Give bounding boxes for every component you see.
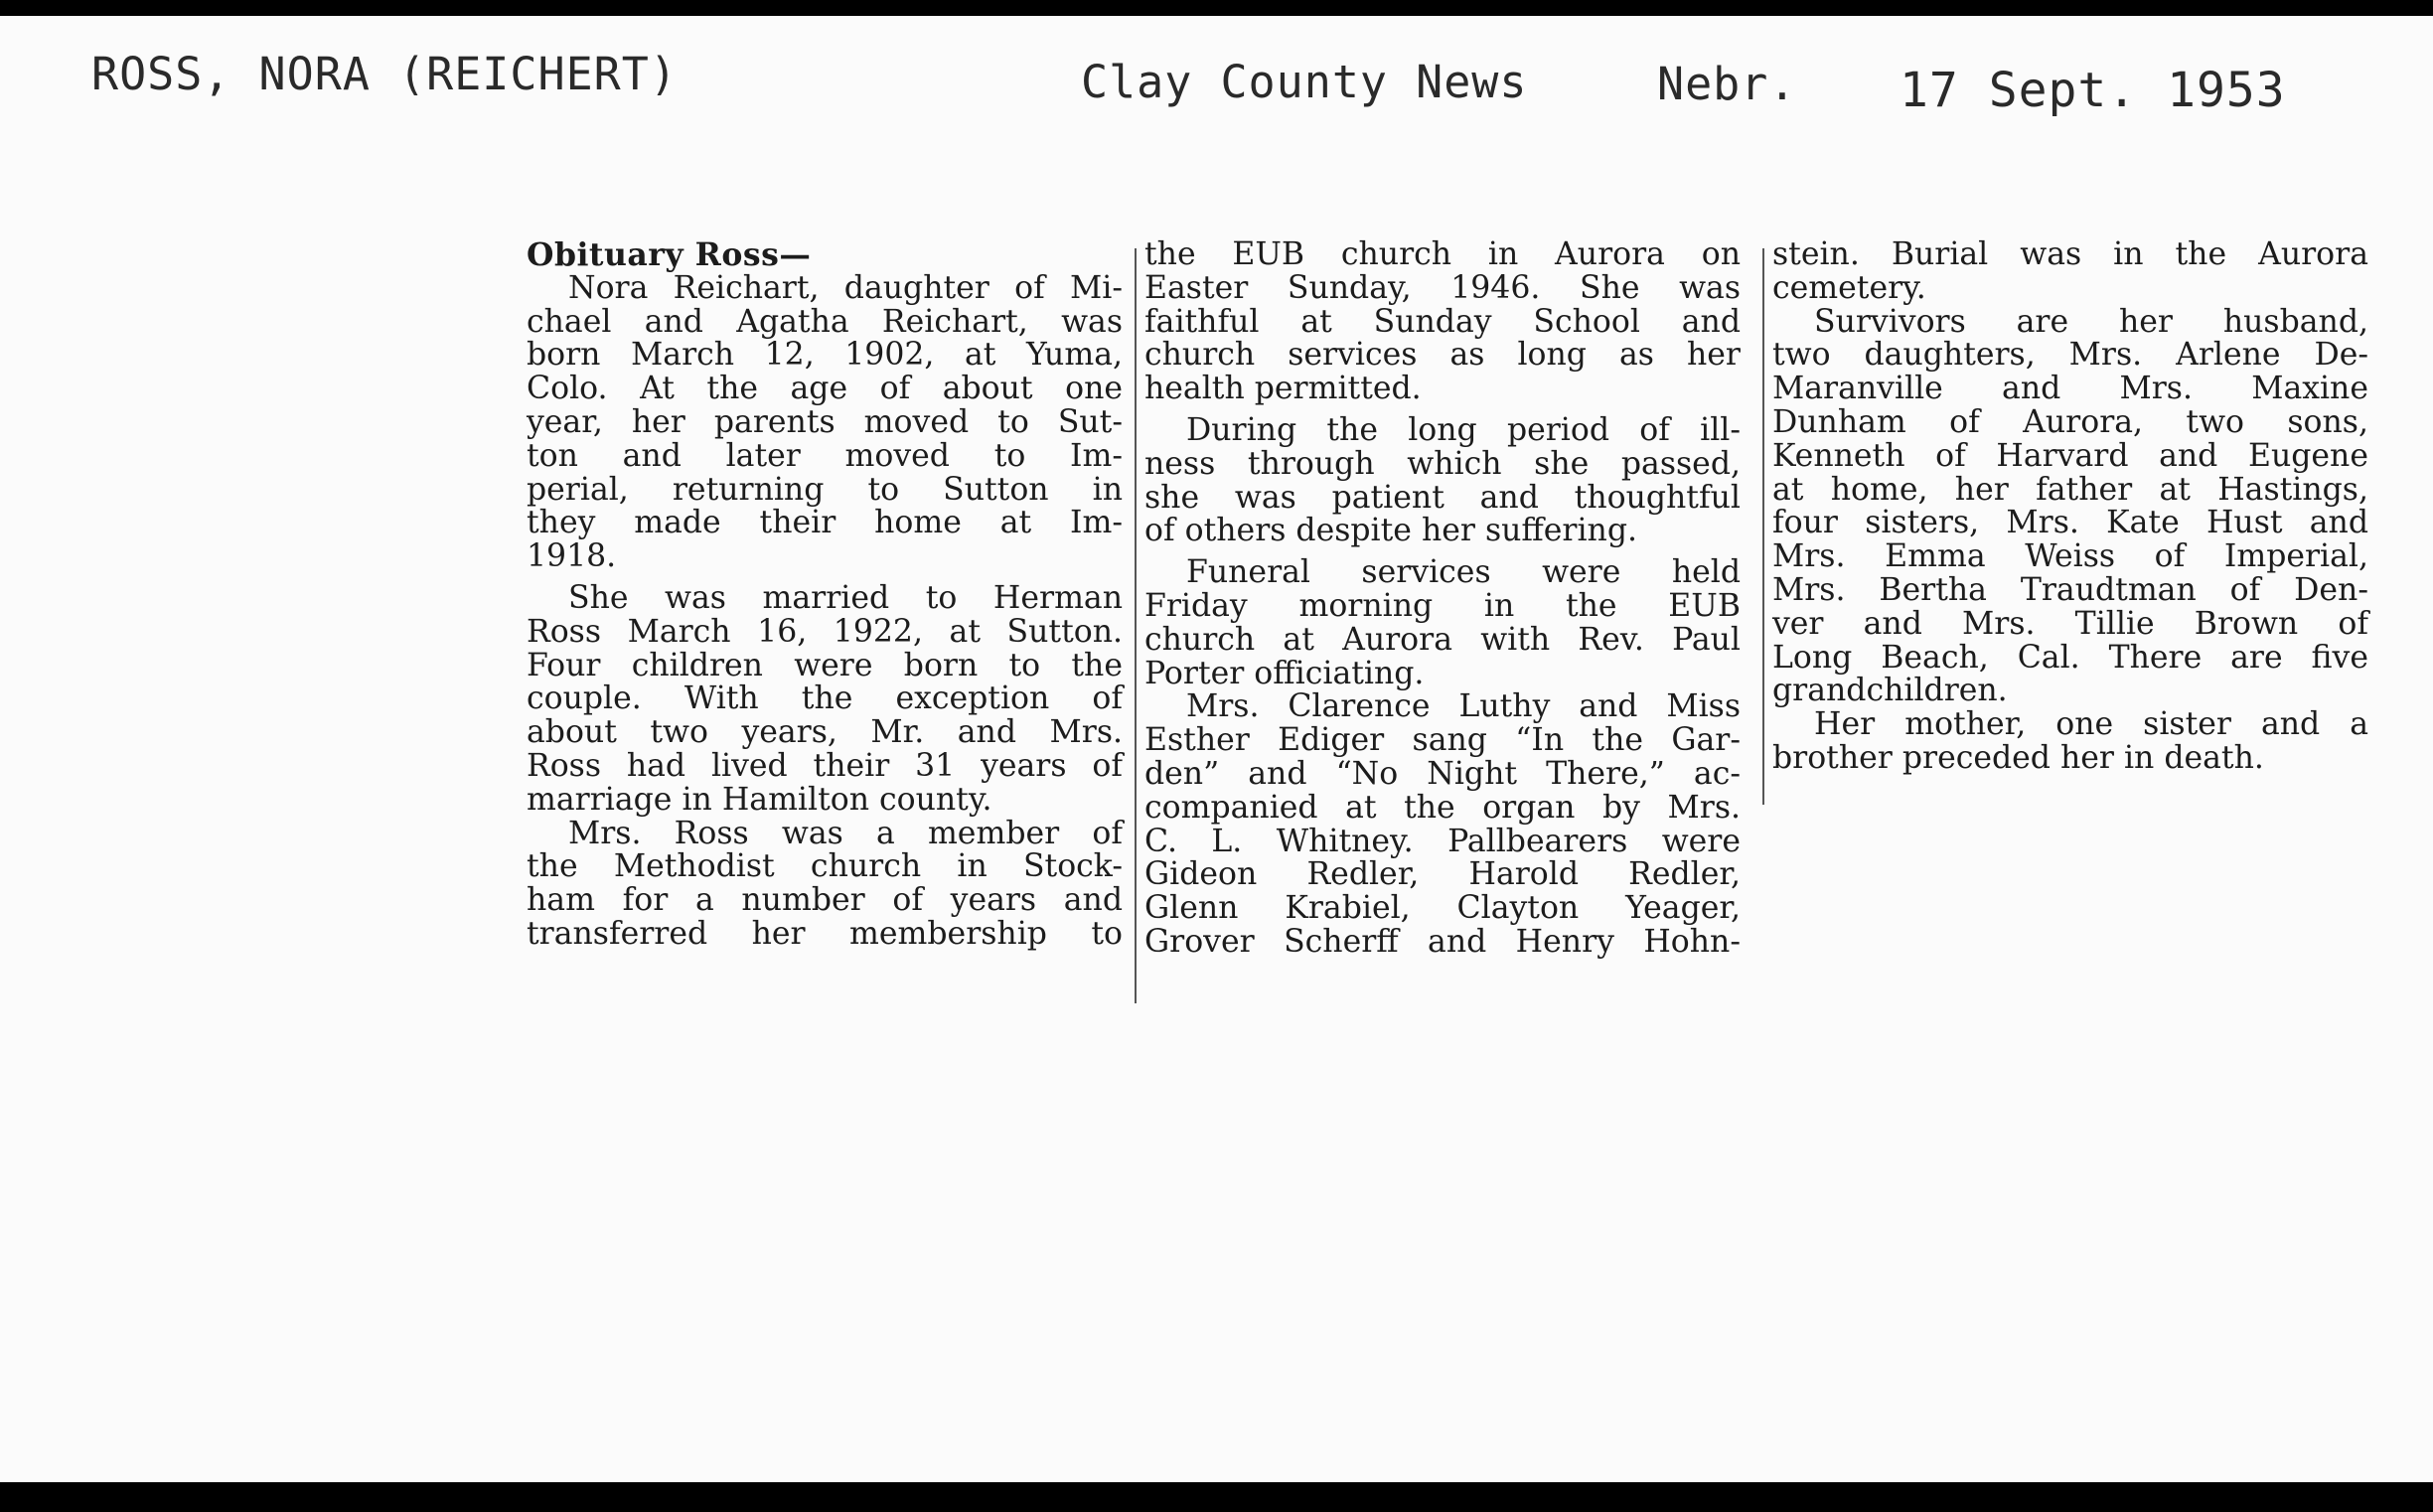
article-text-line: the Methodist church in Stock- — [527, 848, 1123, 885]
article-text-line: Glenn Krabiel, Clayton Yeager, — [1144, 890, 1741, 927]
article-text-line: cemetery. — [1772, 269, 1926, 306]
article-text-line: chael and Agatha Reichart, was — [527, 303, 1123, 340]
article-text-line: marriage in Hamilton county. — [527, 781, 992, 818]
article-text-line: grandchildren. — [1772, 673, 2008, 709]
article-text-line: During the long period of ill- — [1186, 411, 1741, 448]
article-text-line: Survivors are her husband, — [1814, 303, 2368, 340]
article-text-line: Friday morning in the EUB — [1144, 587, 1741, 624]
article-text-line: about two years, Mr. and Mrs. — [527, 714, 1123, 751]
article-text-line: ham for a number of years and — [527, 882, 1123, 919]
article-text-line: at home, her father at Hastings, — [1772, 471, 2368, 508]
article-text-line: Grover Scherff and Henry Hohn- — [1144, 923, 1741, 960]
article-text-line: transferred her membership to — [527, 915, 1123, 952]
newspaper-state: Nebr. — [1657, 58, 1797, 110]
scanned-page — [0, 16, 2433, 1482]
column-divider — [1135, 248, 1137, 1003]
article-text-line: Esther Ediger sang “In the Gar- — [1144, 722, 1741, 759]
article-text-line: den” and “No Night There,” ac- — [1144, 755, 1741, 792]
article-text-line: church at Aurora with Rev. Paul — [1144, 621, 1741, 658]
article-column-1 — [527, 238, 1123, 952]
article-text-line: Long Beach, Cal. There are five — [1772, 639, 2368, 676]
article-text-line: brother preceded her in death. — [1772, 739, 2264, 776]
article-text-line: of others despite her suffering. — [1144, 513, 1638, 549]
article-text-line: Colo. At the age of about one — [527, 371, 1123, 407]
article-text-line: four sisters, Mrs. Kate Hust and — [1772, 505, 2368, 541]
article-text-line: Gideon Redler, Harold Redler, — [1144, 856, 1741, 893]
article-text-line: Easter Sunday, 1946. She was — [1144, 269, 1741, 306]
article-text-line: Four children were born to the — [527, 647, 1123, 683]
article-text-line: Mrs. Bertha Traudtman of Den- — [1772, 571, 2368, 608]
article-text-line: ton and later moved to Im- — [527, 437, 1123, 474]
column-divider — [1762, 248, 1764, 805]
article-text-line: Dunham of Aurora, two sons, — [1772, 403, 2368, 440]
article-text-line: Porter officiating. — [1144, 655, 1425, 691]
article-text-line: She was married to Herman — [568, 579, 1123, 616]
article-text-line: Ross had lived their 31 years of — [527, 747, 1123, 784]
article-text-line: Her mother, one sister and a — [1814, 706, 2368, 743]
article-text-line: couple. With the exception of — [527, 680, 1123, 717]
article-text-line: 1918. — [527, 538, 617, 575]
article-text-line: the EUB church in Aurora on — [1144, 236, 1741, 272]
newspaper-name: Clay County News — [1081, 56, 1528, 108]
subject-name: ROSS, NORA (REICHERT) — [91, 48, 678, 100]
publication-date: 17 Sept. 1953 — [1900, 63, 2286, 118]
article-text-line: C. L. Whitney. Pallbearers were — [1144, 823, 1741, 859]
article-text-line: Ross March 16, 1922, at Sutton. — [527, 613, 1123, 650]
article-text-line: year, her parents moved to Sut- — [527, 403, 1123, 440]
article-text-line: they made their home at Im- — [527, 505, 1123, 541]
article-text-line: Kenneth of Harvard and Eugene — [1772, 437, 2368, 474]
article-text-line: Nora Reichart, daughter of Mi- — [568, 269, 1123, 306]
article-text-line: Funeral services were held — [1186, 554, 1741, 591]
article-text-line: health permitted. — [1144, 371, 1422, 407]
article-text-line: two daughters, Mrs. Arlene De- — [1772, 337, 2368, 374]
article-heading: Obituary Ross— — [527, 236, 812, 273]
article-text-line: Mrs. Emma Weiss of Imperial, — [1772, 538, 2368, 575]
article-column-2 — [1144, 238, 1741, 960]
article-text-line: ness through which she passed, — [1144, 445, 1741, 482]
article-text-line: faithful at Sunday School and — [1144, 303, 1741, 340]
article-text-line: Maranville and Mrs. Maxine — [1772, 371, 2368, 407]
article-text-line: Mrs. Ross was a member of — [568, 815, 1123, 851]
article-text-line: Mrs. Clarence Luthy and Miss — [1186, 688, 1741, 725]
article-text-line: companied at the organ by Mrs. — [1144, 789, 1741, 826]
article-text-line: ver and Mrs. Tillie Brown of — [1772, 605, 2368, 642]
article-text-line: born March 12, 1902, at Yuma, — [527, 337, 1123, 374]
article-column-3 — [1772, 238, 2368, 776]
article-text-line: perial, returning to Sutton in — [527, 471, 1123, 508]
article-text-line: she was patient and thoughtful — [1144, 479, 1741, 516]
article-text-line: church services as long as her — [1144, 337, 1741, 374]
article-text-line: stein. Burial was in the Aurora — [1772, 236, 2368, 272]
